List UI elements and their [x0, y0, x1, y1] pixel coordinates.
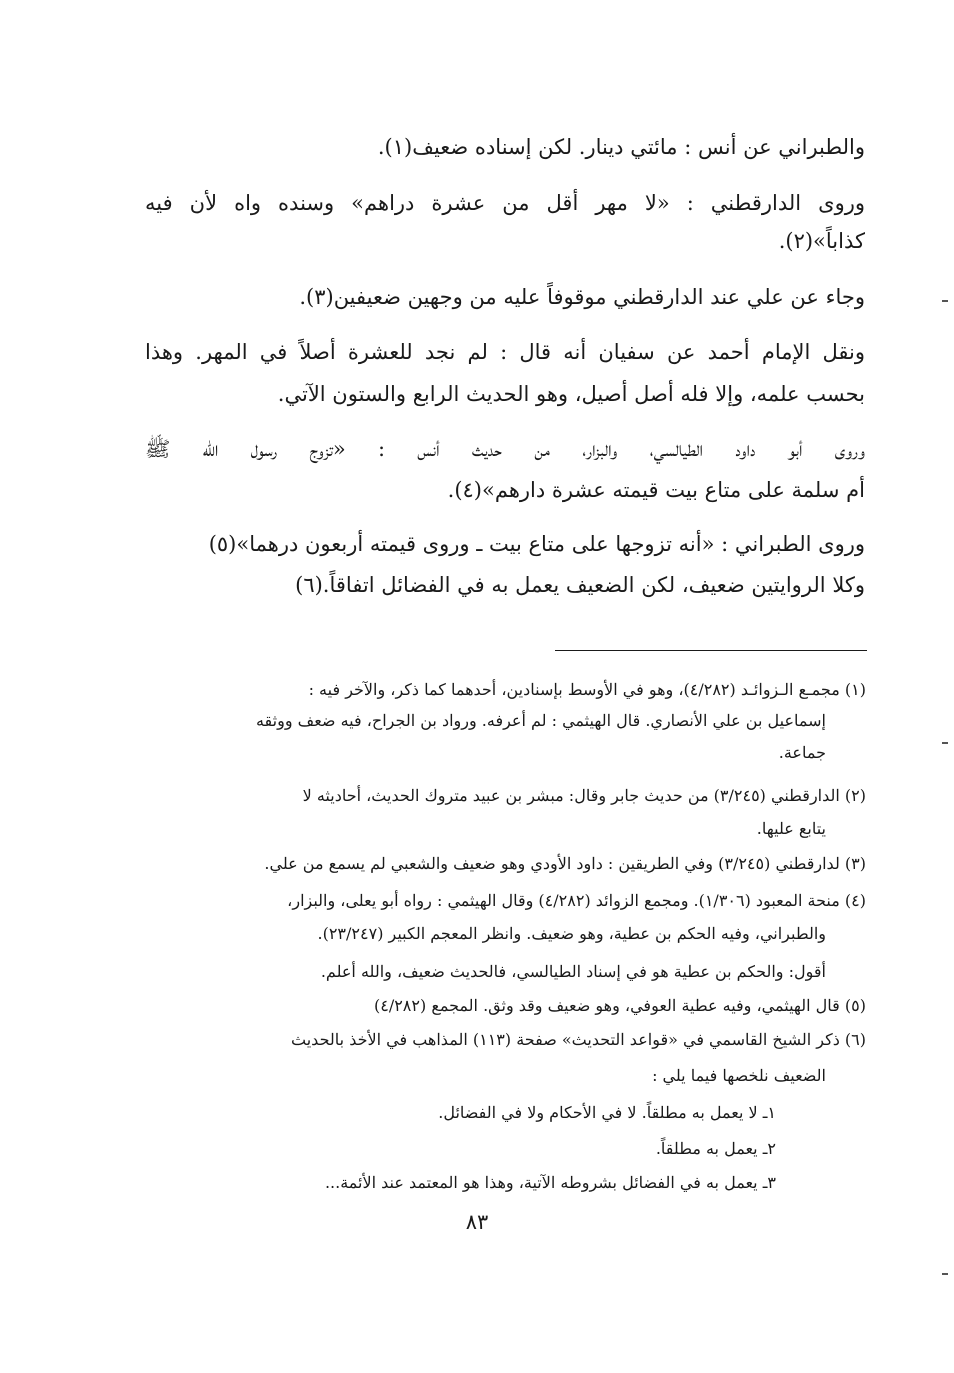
- footnote-line: يتابع عليها.: [756, 819, 826, 838]
- footnote-line: (٥) قال الهيثمي، وفيه عطية العوفي، وهو ضعيف وقد وثق. المجمع (٤/٢٨٢): [373, 996, 866, 1015]
- footnote-separator: [555, 650, 867, 651]
- paragraph-line: أم سلمة على متاع بيت قيمته عشرة دارهم»(٤).: [447, 478, 865, 502]
- paragraph-line: بحسب علمه، وإلا فله أصل أصيل، وهو الحديث الرابع والستون الآتي.: [277, 382, 865, 406]
- footnote-line: (٣) لدارقطني (٣/٢٤٥) وفي الطريقين : داود الأودي وهو ضعيف والشعبي لم يسمع من علي.: [264, 854, 866, 873]
- paragraph-line: وروى الطبراني : «أنه تزوجها على متاع بيت ـ وروى قيمته أربعون درهما»(٥): [208, 532, 865, 556]
- margin-mark: [942, 1273, 948, 1275]
- page-number: ٨٣: [465, 1210, 489, 1234]
- paragraph-line: وجاء عن علي عند الدارقطني موقوفاً عليه من وجهين ضعيفين(٣).: [299, 285, 865, 309]
- margin-mark: [942, 742, 948, 744]
- footnote-list-item: ٢ـ يعمل به مطلقاً.: [655, 1139, 776, 1158]
- footnote-line: الضعيف نلخصها فيما يلي :: [652, 1066, 826, 1085]
- paragraph-line: وروى الدارقطني : «لا مهر أقل من عشرة دراهم» وسنده واه لأن فيه: [145, 191, 865, 215]
- footnote-line: جماعة.: [778, 743, 826, 762]
- footnote-line: (٢) الدارقطني (٣/٢٤٥) من حديث جابر وقال: مبشر بن عبيد متروك الحديث، أحاديثه لا: [302, 786, 866, 805]
- footnote-line: إسماعيل بن علي الأنصاري. قال الهيثمي : لم أعرفه. ورواد بن الجراح، فيه ضعف ووثقه: [255, 711, 826, 730]
- footnote-line: أقول: والحكم بن عطية هو في إسناد الطيالسي، فالحديث ضعيف، والله أعلم.: [320, 962, 826, 981]
- paragraph-line: كذاباً»(٢).: [778, 229, 865, 253]
- footnote-list-item: ٣ـ يعمل به في الفضائل بشروطه الآتية، وهذا هو المعتمد عند الأئمة...: [324, 1173, 776, 1192]
- footnote-line: (١) مجمـع الـزوائـد (٤/٢٨٢)، وهو في الأوسط بإسنادين، أحدهما كما ذكر، والآخر فيه :: [308, 680, 866, 699]
- paragraph-line: ونقل الإمام أحمد عن سفيان أنه قال : لم نجد للعشرة أصلاً في المهر. وهذا: [145, 340, 865, 364]
- paragraph-line: وكلا الروايتين ضعيف، لكن الضعيف يعمل به في الفضائل اتفاقاً.(٦): [295, 573, 865, 597]
- paragraph-line: والطبراني عن أنس : مائتي دينار. لكن إسناده ضعيف(١).: [377, 135, 865, 159]
- footnote-line: والطبراني، وفيه الحكم بن عطية، وهو ضعيف. وانظر المعجم الكبير (٢٣/٢٤٧).: [317, 924, 826, 943]
- footnote-list-item: ١ـ لا يعمل به مطلقاً. لا في الأحكام ولا في الفضائل.: [438, 1103, 776, 1122]
- footnote-line: (٤) منحة المعبود (١/٣٠٦). ومجمع الزوائد (٤/٢٨٢) وقال الهيثمي : رواه أبو يعلى، والبزار،: [287, 891, 866, 910]
- footnote-line: (٦) ذكر الشيخ القاسمي في «قواعد التحديث» صفحة (١١٣) المذاهب في الأخذ بالحديث: [291, 1030, 866, 1049]
- paragraph-line: وروى أبو داود الطيالسي، والبزار، من حديث أنس : «تزوج رسول الله ﷺ: [145, 437, 865, 461]
- margin-mark: [942, 300, 948, 302]
